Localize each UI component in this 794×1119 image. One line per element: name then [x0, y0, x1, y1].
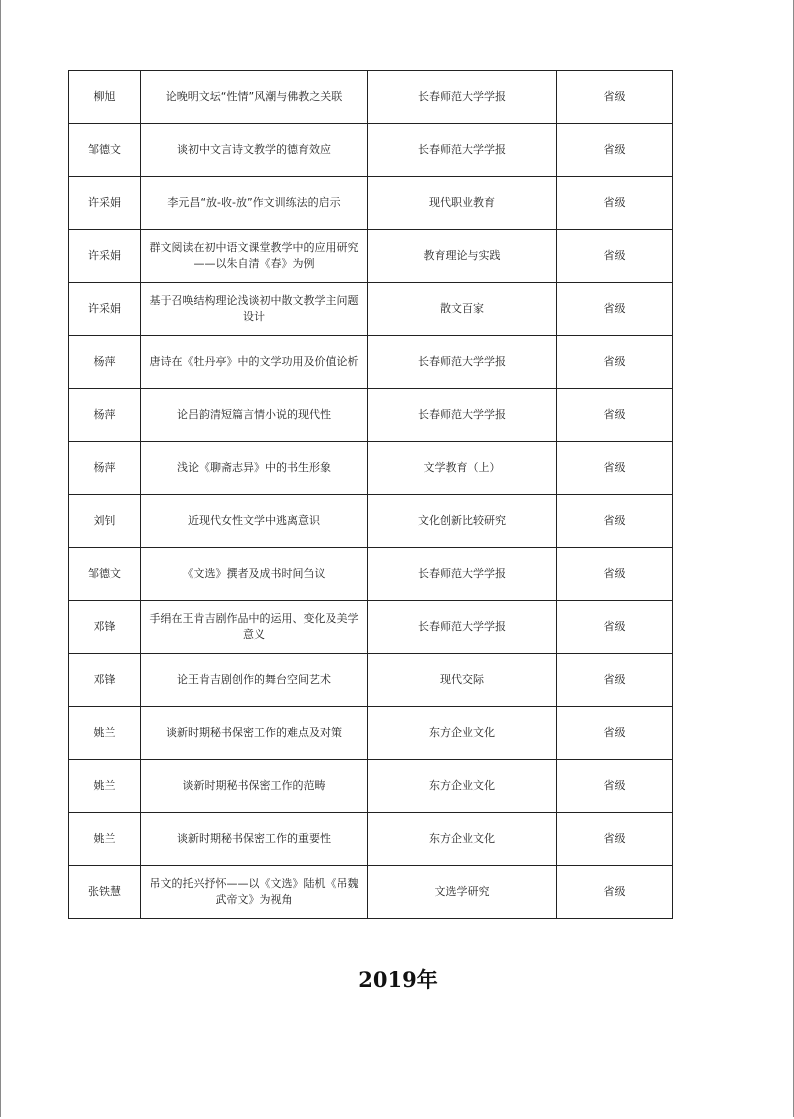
title-cell: 论王肯吉剧创作的舞台空间艺术 — [141, 654, 368, 707]
title-cell: 谈新时期秘书保密工作的范畴 — [141, 760, 368, 813]
level-cell: 省级 — [557, 654, 673, 707]
table-row — [69, 283, 673, 336]
level-cell: 省级 — [557, 389, 673, 442]
journal-cell: 文学教育（上） — [368, 442, 557, 495]
level-cell: 省级 — [557, 71, 673, 124]
level-cell: 省级 — [557, 601, 673, 654]
table-row — [69, 707, 673, 760]
author-cell: 张铁慧 — [69, 866, 141, 919]
journal-cell: 长春师范大学学报 — [368, 124, 557, 177]
level-cell: 省级 — [557, 336, 673, 389]
journal-cell: 散文百家 — [368, 283, 557, 336]
journal-cell: 现代交际 — [368, 654, 557, 707]
title-cell: 李元昌“放-收-放”作文训练法的启示 — [141, 177, 368, 230]
level-cell: 省级 — [557, 707, 673, 760]
level-cell: 省级 — [557, 813, 673, 866]
author-cell: 杨萍 — [69, 442, 141, 495]
level-cell: 省级 — [557, 177, 673, 230]
author-cell: 许采娟 — [69, 283, 141, 336]
journal-cell: 长春师范大学学报 — [368, 336, 557, 389]
author-cell: 邹德文 — [69, 124, 141, 177]
title-cell: 谈新时期秘书保密工作的重要性 — [141, 813, 368, 866]
journal-cell: 东方企业文化 — [368, 813, 557, 866]
author-cell: 姚兰 — [69, 760, 141, 813]
journal-cell: 长春师范大学学报 — [368, 548, 557, 601]
title-cell: 论晚明文坛“性情”风潮与佛教之关联 — [141, 71, 368, 124]
author-cell: 姚兰 — [69, 813, 141, 866]
table-row — [69, 601, 673, 654]
year-heading: 2019年 — [358, 967, 438, 992]
title-cell: 论吕韵清短篇言情小说的现代性 — [141, 389, 368, 442]
level-cell: 省级 — [557, 230, 673, 283]
title-cell: 唐诗在《牡丹亭》中的文学功用及价值论析 — [141, 336, 368, 389]
author-cell: 柳旭 — [69, 71, 141, 124]
table-row — [69, 495, 673, 548]
title-cell: 《文选》撰者及成书时间刍议 — [141, 548, 368, 601]
author-cell: 姚兰 — [69, 707, 141, 760]
journal-cell: 长春师范大学学报 — [368, 389, 557, 442]
publications-table — [68, 70, 673, 919]
journal-cell: 教育理论与实践 — [368, 230, 557, 283]
table-row — [69, 760, 673, 813]
title-cell: 基于召唤结构理论浅谈初中散文教学主问题设计 — [141, 283, 368, 336]
author-cell: 邓锋 — [69, 601, 141, 654]
author-cell: 许采娟 — [69, 177, 141, 230]
journal-cell: 长春师范大学学报 — [368, 601, 557, 654]
journal-cell: 文化创新比较研究 — [368, 495, 557, 548]
author-cell: 杨萍 — [69, 389, 141, 442]
author-cell: 刘钊 — [69, 495, 141, 548]
title-cell: 手绢在王肯吉剧作品中的运用、变化及美学意义 — [141, 601, 368, 654]
title-cell: 浅论《聊斋志异》中的书生形象 — [141, 442, 368, 495]
table-row — [69, 654, 673, 707]
table-row — [69, 336, 673, 389]
table-row — [69, 442, 673, 495]
journal-cell: 东方企业文化 — [368, 760, 557, 813]
title-cell: 谈初中文言诗文教学的德育效应 — [141, 124, 368, 177]
level-cell: 省级 — [557, 442, 673, 495]
level-cell: 省级 — [557, 760, 673, 813]
table-row — [69, 124, 673, 177]
journal-cell: 长春师范大学学报 — [368, 71, 557, 124]
level-cell: 省级 — [557, 866, 673, 919]
level-cell: 省级 — [557, 548, 673, 601]
table-row — [69, 230, 673, 283]
author-cell: 邓锋 — [69, 654, 141, 707]
journal-cell: 现代职业教育 — [368, 177, 557, 230]
table-row — [69, 177, 673, 230]
journal-cell: 文选学研究 — [368, 866, 557, 919]
publications-table-body — [69, 71, 673, 919]
table-row — [69, 71, 673, 124]
title-cell: 群文阅读在初中语文课堂教学中的应用研究——以朱自清《春》为例 — [141, 230, 368, 283]
level-cell: 省级 — [557, 283, 673, 336]
title-cell: 吊文的托兴抒怀——以《文选》陆机《吊魏武帝文》为视角 — [141, 866, 368, 919]
title-cell: 近现代女性文学中逃离意识 — [141, 495, 368, 548]
level-cell: 省级 — [557, 124, 673, 177]
table-row — [69, 548, 673, 601]
author-cell: 邹德文 — [69, 548, 141, 601]
table-row — [69, 389, 673, 442]
table-row — [69, 866, 673, 919]
author-cell: 许采娟 — [69, 230, 141, 283]
title-cell: 谈新时期秘书保密工作的难点及对策 — [141, 707, 368, 760]
table-row — [69, 813, 673, 866]
journal-cell: 东方企业文化 — [368, 707, 557, 760]
author-cell: 杨萍 — [69, 336, 141, 389]
level-cell: 省级 — [557, 495, 673, 548]
